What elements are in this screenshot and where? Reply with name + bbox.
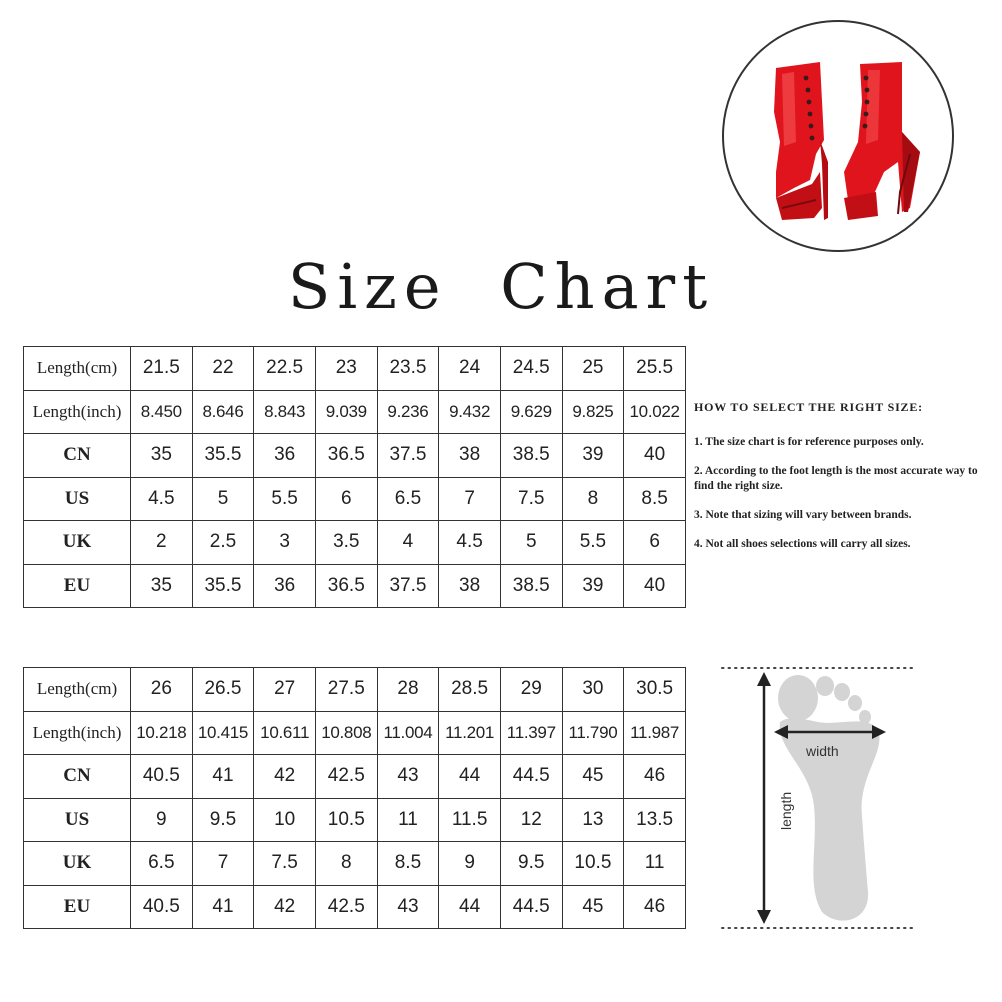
table-cell: 8.450 — [131, 390, 193, 434]
table-cell: 6 — [624, 521, 686, 565]
table-cell: 37.5 — [377, 564, 439, 608]
table-cell: 8.646 — [192, 390, 254, 434]
table-row — [24, 521, 686, 565]
table-cell: 9.039 — [315, 390, 377, 434]
table-cell: 10.218 — [131, 711, 193, 755]
width-label: width — [806, 743, 839, 759]
table-cell: 27.5 — [315, 668, 377, 712]
table-cell: 26 — [131, 668, 193, 712]
table-cell: 36 — [254, 434, 316, 478]
table-cell: 44.5 — [500, 885, 562, 929]
table-cell: 10.5 — [562, 842, 624, 886]
table-cell: 43 — [377, 755, 439, 799]
table-cell: 10.5 — [315, 798, 377, 842]
size-table-1 — [23, 346, 686, 608]
table-cell: 7 — [439, 477, 501, 521]
table-cell: 11 — [624, 842, 686, 886]
table-cell: 42 — [254, 885, 316, 929]
table-cell: 29 — [500, 668, 562, 712]
table-cell: 9.5 — [192, 798, 254, 842]
product-image — [722, 20, 954, 252]
table-cell: 35.5 — [192, 434, 254, 478]
table-cell: 23.5 — [377, 347, 439, 391]
table-cell: 4.5 — [439, 521, 501, 565]
table-row — [24, 434, 686, 478]
table-cell: 44 — [439, 885, 501, 929]
table-row — [24, 755, 686, 799]
table-cell: 8.5 — [624, 477, 686, 521]
table-cell: 9.236 — [377, 390, 439, 434]
table-cell: 39 — [562, 564, 624, 608]
table-cell: 46 — [624, 885, 686, 929]
table-cell: 5.5 — [562, 521, 624, 565]
table-cell: 10.808 — [315, 711, 377, 755]
table-row — [24, 347, 686, 391]
table-cell: 6.5 — [131, 842, 193, 886]
table-cell: 8 — [315, 842, 377, 886]
table-cell: 38 — [439, 434, 501, 478]
table-cell: 2.5 — [192, 521, 254, 565]
table-cell: 3 — [254, 521, 316, 565]
table-cell: 26.5 — [192, 668, 254, 712]
size-guide — [694, 400, 1000, 566]
size-guide-item: 2. According to the foot length is the most accurate way to find the right size. — [694, 465, 978, 492]
table-cell: 12 — [500, 798, 562, 842]
table-cell: 7.5 — [500, 477, 562, 521]
table-cell: 9 — [131, 798, 193, 842]
table-cell: 38 — [439, 564, 501, 608]
table-cell: 6 — [315, 477, 377, 521]
table-cell: 5 — [192, 477, 254, 521]
table-cell: 13 — [562, 798, 624, 842]
table-cell: 35 — [131, 564, 193, 608]
row-header-us: US — [24, 798, 131, 842]
table-cell: 41 — [192, 755, 254, 799]
table-cell: 30 — [562, 668, 624, 712]
table-cell: 11.987 — [624, 711, 686, 755]
table-cell: 45 — [562, 885, 624, 929]
table-cell: 36.5 — [315, 564, 377, 608]
table-cell: 9.629 — [500, 390, 562, 434]
table-cell: 36.5 — [315, 434, 377, 478]
table-cell: 9 — [439, 842, 501, 886]
foot-outline-illustration — [718, 656, 918, 936]
table-row — [24, 564, 686, 608]
table-cell: 24.5 — [500, 347, 562, 391]
table-row — [24, 477, 686, 521]
row-header-uk: UK — [24, 521, 131, 565]
size-guide-item: 1. The size chart is for reference purposes only. — [694, 436, 924, 448]
table-cell: 8.843 — [254, 390, 316, 434]
table-cell: 8 — [562, 477, 624, 521]
row-header-length-cm: Length(cm) — [24, 347, 131, 391]
table-cell: 28.5 — [439, 668, 501, 712]
table-cell: 40 — [624, 434, 686, 478]
table-cell: 39 — [562, 434, 624, 478]
table-cell: 44 — [439, 755, 501, 799]
table-cell: 11.201 — [439, 711, 501, 755]
table-cell: 11.790 — [562, 711, 624, 755]
size-guide-item: 3. Note that sizing will vary between brands. — [694, 509, 912, 521]
length-arrow — [757, 672, 771, 924]
size-guide-item: 4. Not all shoes selections will carry all sizes. — [694, 538, 911, 550]
table-cell: 10 — [254, 798, 316, 842]
table-cell: 9.825 — [562, 390, 624, 434]
row-header-us: US — [24, 477, 131, 521]
size-table-2 — [23, 667, 686, 929]
table-cell: 10.022 — [624, 390, 686, 434]
table-cell: 22.5 — [254, 347, 316, 391]
table-row — [24, 842, 686, 886]
page-title: Size Chart — [287, 250, 715, 323]
table-cell: 10.415 — [192, 711, 254, 755]
table-row — [24, 798, 686, 842]
table-cell: 3.5 — [315, 521, 377, 565]
table-cell: 25.5 — [624, 347, 686, 391]
table-cell: 40.5 — [131, 885, 193, 929]
foot-measurement-diagram — [718, 656, 918, 936]
row-header-eu: EU — [24, 885, 131, 929]
table-cell: 41 — [192, 885, 254, 929]
table-cell: 10.611 — [254, 711, 316, 755]
table-cell: 5 — [500, 521, 562, 565]
table-cell: 9.432 — [439, 390, 501, 434]
table-row — [24, 711, 686, 755]
table-cell: 38.5 — [500, 564, 562, 608]
row-header-length-inch: Length(inch) — [24, 711, 131, 755]
table-cell: 4.5 — [131, 477, 193, 521]
row-header-cn: CN — [24, 755, 131, 799]
table-cell: 21.5 — [131, 347, 193, 391]
table-cell: 42.5 — [315, 885, 377, 929]
table-cell: 4 — [377, 521, 439, 565]
table-cell: 9.5 — [500, 842, 562, 886]
table-cell: 28 — [377, 668, 439, 712]
table-cell: 5.5 — [254, 477, 316, 521]
table-cell: 42.5 — [315, 755, 377, 799]
table-cell: 38.5 — [500, 434, 562, 478]
size-guide-title: HOW TO SELECT THE RIGHT SIZE: — [694, 400, 923, 414]
row-header-length-inch: Length(inch) — [24, 390, 131, 434]
table-cell: 30.5 — [624, 668, 686, 712]
table-cell: 27 — [254, 668, 316, 712]
table-row — [24, 668, 686, 712]
table-cell: 7 — [192, 842, 254, 886]
table-cell: 45 — [562, 755, 624, 799]
table-cell: 2 — [131, 521, 193, 565]
table-cell: 46 — [624, 755, 686, 799]
row-header-length-cm: Length(cm) — [24, 668, 131, 712]
row-header-cn: CN — [24, 434, 131, 478]
table-cell: 35 — [131, 434, 193, 478]
table-cell: 43 — [377, 885, 439, 929]
table-cell: 40 — [624, 564, 686, 608]
table-cell: 36 — [254, 564, 316, 608]
table-cell: 7.5 — [254, 842, 316, 886]
row-header-eu: EU — [24, 564, 131, 608]
table-cell: 13.5 — [624, 798, 686, 842]
table-cell: 8.5 — [377, 842, 439, 886]
length-label: length — [778, 791, 794, 830]
table-cell: 25 — [562, 347, 624, 391]
table-cell: 22 — [192, 347, 254, 391]
table-row — [24, 390, 686, 434]
table-cell: 11.5 — [439, 798, 501, 842]
table-cell: 37.5 — [377, 434, 439, 478]
table-row — [24, 885, 686, 929]
table-cell: 44.5 — [500, 755, 562, 799]
table-cell: 42 — [254, 755, 316, 799]
table-cell: 6.5 — [377, 477, 439, 521]
row-header-uk: UK — [24, 842, 131, 886]
table-cell: 11.004 — [377, 711, 439, 755]
red-platform-boots-illustration — [724, 22, 952, 250]
table-cell: 11.397 — [500, 711, 562, 755]
table-cell: 35.5 — [192, 564, 254, 608]
table-cell: 23 — [315, 347, 377, 391]
table-cell: 40.5 — [131, 755, 193, 799]
table-cell: 24 — [439, 347, 501, 391]
table-cell: 11 — [377, 798, 439, 842]
